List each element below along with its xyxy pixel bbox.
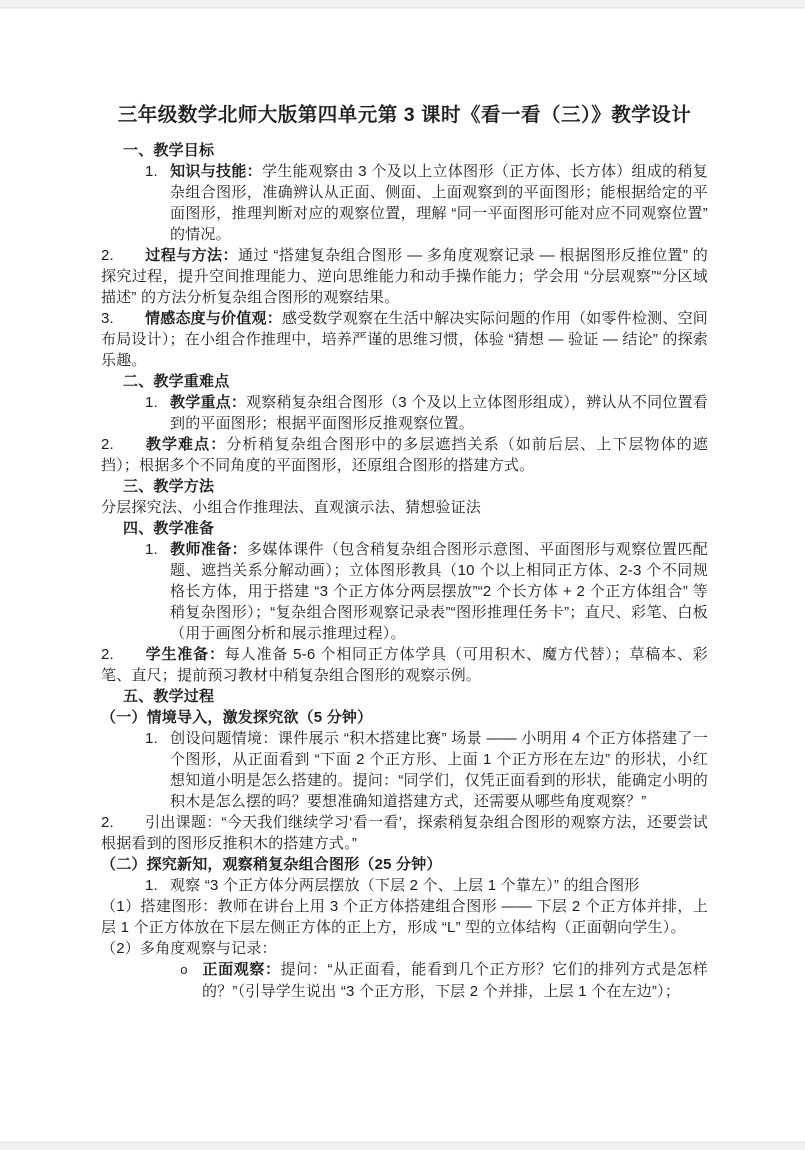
explore-step-build: （1）搭建图形：教师在讲台上用 3 个正方体搭建组合图形 —— 下层 2 个正方体并排，上层 1 个正方体放在下层左侧正方体的正上方，形成 “L” 型的立体结构（正面朝向学生）。 [101, 898, 708, 936]
explore-item-observe [101, 875, 708, 896]
item-number: 1. [145, 163, 158, 180]
item-text: 引出课题：“今天我们继续学习‘看一看’，探索稍复杂组合图形的观察方法，还要尝试根据看到的图形反推积木的搭建方式。” [101, 814, 708, 852]
intro-item-topic [101, 812, 708, 854]
item-number: 3. [101, 310, 114, 327]
explore-step-record: （2）多角度观察与记录： [101, 940, 277, 957]
item-number: 2. [101, 814, 114, 831]
item-number: 2. [101, 247, 114, 264]
objective-item-knowledge [101, 161, 708, 245]
intro-item-scenario [101, 728, 708, 812]
previous-page-edge [0, 0, 805, 8]
bullet-term: 正面观察： [202, 961, 281, 978]
objective-item-process [101, 245, 708, 308]
front-view-bullet [101, 959, 708, 1002]
item-term: 教学难点： [145, 436, 227, 453]
item-term: 教师准备： [170, 541, 248, 558]
section-heading-process: 五、教学过程 [123, 688, 215, 705]
item-number: 1. [145, 541, 158, 558]
item-number: 1. [145, 877, 158, 894]
difficulty-item [101, 434, 708, 476]
item-text: 观察稍复杂组合图形（3 个及以上立体图形组成），辨认从不同位置看到的平面图形；根据平面图形反推观察位置。 [170, 394, 708, 432]
item-term: 过程与方法： [145, 247, 238, 264]
bullet-text: 提问：“从正面看，能看到几个正方形？它们的排列方式是怎样的？”（引导学生说出 “3 个正方形，下层 2 个并排，上层 1 个在左边”）； [202, 961, 708, 1000]
item-text: 创设问题情境：课件展示 “积木搭建比赛” 场景 —— 小明用 4 个正方体搭建了一个图形，从正面看到 “下面 2 个正方形、上面 1 个正方形在左边” 的形状，小红想知道小明是怎么搭建的。提问：“同学们，仅凭正面看到的形状，能确定小明的积木是怎么摆的吗？要想准确知道搭建方式，还需要从哪些角度观察？” [170, 730, 708, 810]
student-prep-item [101, 644, 708, 686]
methods-body: 分层探究法、小组合作推理法、直观演示法、猜想验证法 [101, 499, 482, 516]
item-number: 2. [101, 436, 114, 453]
subsection-heading-intro: （一）情境导入，激发探究欲（5 分钟） [101, 709, 373, 726]
teacher-prep-item [101, 539, 708, 644]
item-text: 分析稍复杂组合图形中的多层遮挡关系（如前后层、上下层物体的遮挡）；根据多个不同角度的平面图形，还原组合图形的搭建方式。 [101, 436, 708, 474]
item-number: 1. [145, 730, 158, 747]
key-point-item [101, 392, 708, 434]
subsection-heading-explore: （二）探究新知，观察稍复杂组合图形（25 分钟） [101, 856, 442, 873]
next-page-edge [0, 1142, 805, 1150]
item-text: 多媒体课件（包含稍复杂组合图形示意图、平面图形与观察位置匹配题、遮挡关系分解动画）；立体图形教具（10 个以上相同正方体、2-3 个不同规格长方体，用于搭建 “3 个正方体分两层摆放”“2 个长方体 + 2 个正方体组合” 等稍复杂图形）；“复杂组合图形观察记录表”“图形推理任务卡”；直尺、彩笔、白板（用于画图分析和展示推理过程）。 [170, 541, 708, 642]
section-heading-methods: 三、教学方法 [123, 478, 215, 495]
item-text: 每人准备 5-6 个相同正方体学具（可用积木、魔方代替）；草稿本、彩笔、直尺；提前预习教材中稍复杂组合图形的观察示例。 [101, 646, 708, 684]
section-heading-key-points: 二、教学重难点 [123, 373, 230, 390]
document-title: 三年级数学北师大版第四单元第 3 课时《看一看（三）》教学设计 [117, 104, 692, 126]
item-term: 学生准备： [145, 646, 225, 663]
item-text: 感受数学观察在生活中解决实际问题的作用（如零件检测、空间布局设计）；在小组合作推理中，培养严谨的思维习惯，体验 “猜想 — 验证 — 结论” 的探索乐趣。 [101, 310, 708, 369]
item-term: 情感态度与价值观： [145, 310, 282, 327]
item-number: 2. [101, 646, 114, 663]
document-page [0, 9, 805, 1141]
bullet-marker: o [180, 963, 189, 978]
item-text: 观察 “3 个正方体分两层摆放（下层 2 个、上层 1 个靠左）” 的组合图形 [170, 877, 640, 894]
item-term: 教学重点： [170, 394, 247, 411]
item-term: 知识与技能： [170, 163, 262, 180]
section-heading-preparation: 四、教学准备 [123, 520, 215, 537]
item-number: 1. [145, 394, 158, 411]
section-heading-objectives: 一、教学目标 [123, 142, 215, 159]
item-text: 学生能观察由 3 个及以上立体图形（正方体、长方体）组成的稍复杂组合图形，准确辨认从正面、侧面、上面观察到的平面图形；能根据给定的平面图形，推理判断对应的观察位置，理解 “同一平面图形可能对应不同观察位置” 的情况。 [170, 163, 708, 243]
objective-item-attitude [101, 308, 708, 371]
item-text: 通过 “搭建复杂组合图形 — 多角度观察记录 — 根据图形反推位置” 的探究过程，提升空间推理能力、逆向思维能力和动手操作能力；学会用 “分层观察”“分区域描述” 的方法分析复杂组合图形的观察结果。 [101, 247, 709, 306]
